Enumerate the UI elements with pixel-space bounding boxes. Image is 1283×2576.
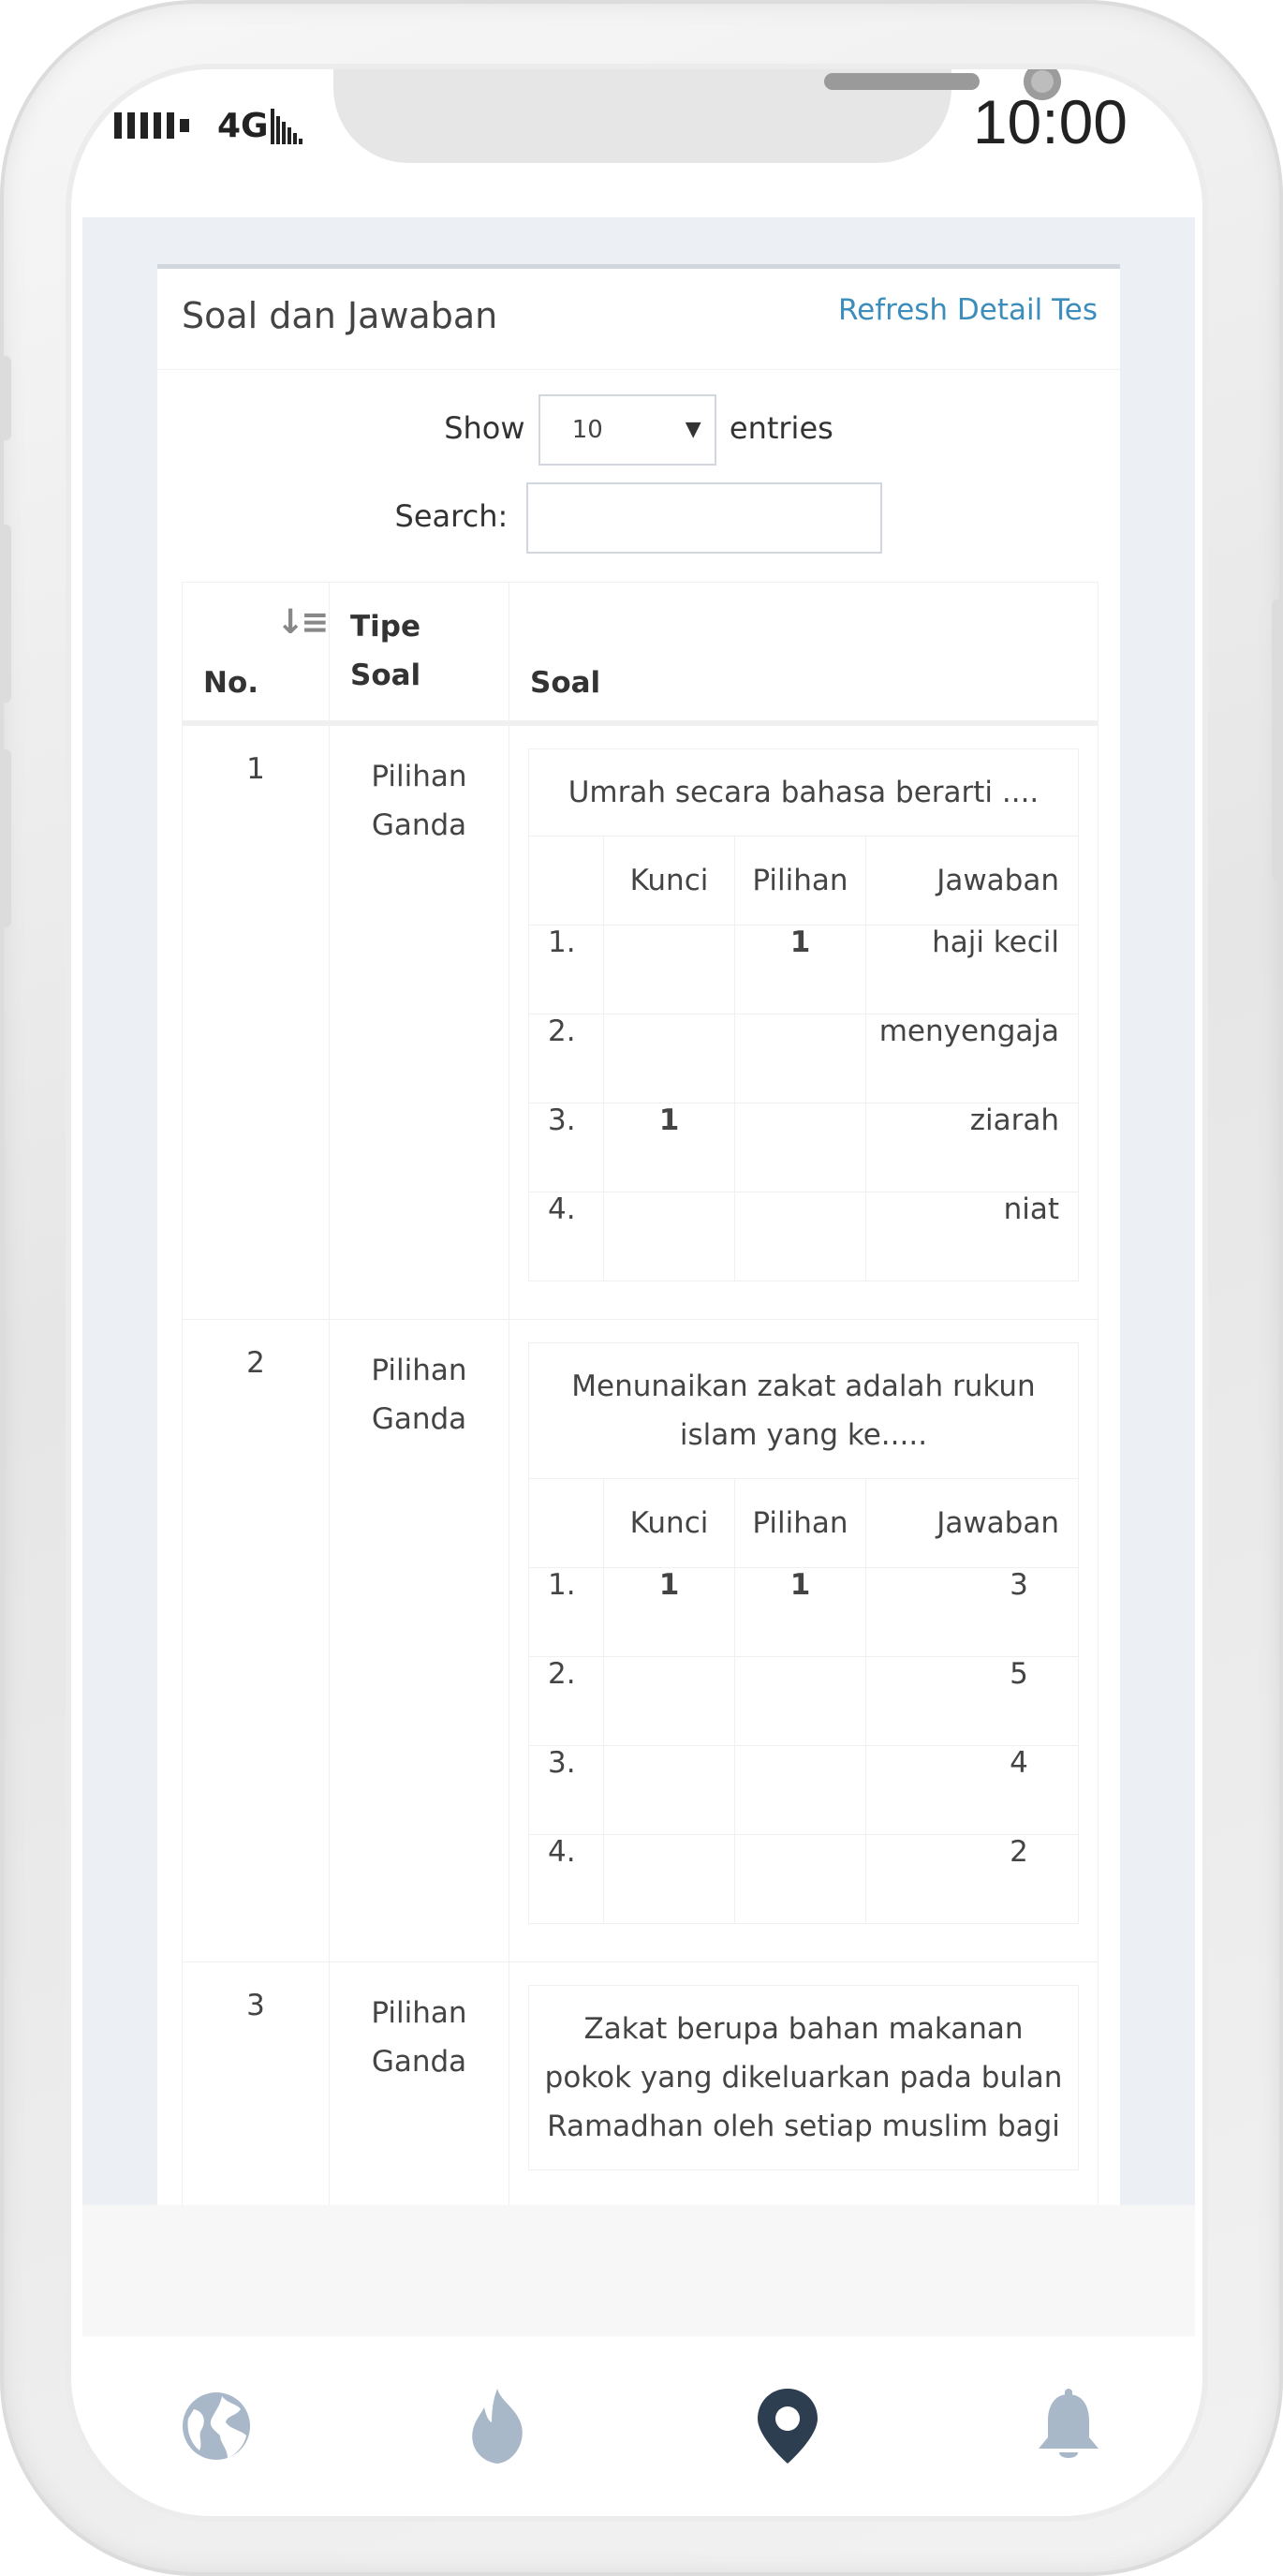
bell-icon (1031, 2387, 1106, 2465)
question-type: Pilihan Ganda (330, 723, 509, 1320)
answer-table (528, 1985, 1079, 2170)
answer-option-row (529, 925, 1079, 1014)
option-kunci: 1 (604, 1567, 735, 1656)
search-label: Search: (394, 498, 509, 534)
nav-notifications[interactable] (1026, 2379, 1111, 2473)
entries-select-value: 10 (571, 416, 603, 444)
show-label: Show (444, 410, 525, 446)
row-number: 1 (183, 723, 330, 1320)
option-number: 1. (529, 925, 604, 1014)
table-row (183, 1319, 1099, 1962)
jawaban-header: Jawaban (866, 1478, 1079, 1567)
option-kunci (604, 1014, 735, 1103)
answer-table (528, 748, 1079, 1281)
option-pilihan (735, 1192, 866, 1281)
pilihan-header: Pilihan (735, 1478, 866, 1567)
network-bars-icon (271, 107, 302, 144)
option-pilihan (735, 1014, 866, 1103)
nav-globe[interactable] (174, 2379, 258, 2473)
question-text: Zakat berupa bahan makanan pokok yang dikeluarkan pada bulan Ramadhan oleh setiap muslim bagi (529, 1985, 1079, 2169)
option-number: 1. (529, 1567, 604, 1656)
answer-option-row (529, 1656, 1079, 1745)
sort-ascending-icon[interactable]: ↓≡ (276, 603, 326, 642)
content-footer (82, 2205, 1195, 2336)
answer-option-row (529, 1745, 1079, 1834)
network-indicator: 4G (217, 107, 302, 145)
question-text: Umrah secara bahasa berarti .... (529, 748, 1079, 836)
answer-header-row (529, 836, 1079, 925)
option-pilihan (735, 1834, 866, 1923)
option-number: 2. (529, 1656, 604, 1745)
option-jawaban: 2 (866, 1834, 1079, 1923)
entries-label: entries (729, 410, 833, 446)
option-pilihan (735, 1656, 866, 1745)
table-row (183, 1962, 1099, 2205)
nav-flame[interactable] (455, 2379, 539, 2473)
kunci-header: Kunci (604, 836, 735, 925)
option-number: 4. (529, 1192, 604, 1281)
status-bar-left (114, 97, 302, 154)
option-kunci: 1 (604, 1103, 735, 1192)
option-kunci (604, 1192, 735, 1281)
question-cell (509, 1319, 1099, 1962)
question-text: Menunaikan zakat adalah rukun islam yang ke..... (529, 1342, 1079, 1478)
refresh-detail-link[interactable]: Refresh Detail Tes (838, 293, 1098, 327)
globe-icon (179, 2389, 254, 2464)
search-control (157, 482, 1120, 554)
caret-down-icon: ▼ (685, 418, 701, 441)
table-header-row (183, 583, 1099, 723)
speaker-grill (824, 73, 980, 90)
entries-select[interactable] (538, 394, 716, 466)
option-jawaban: 5 (866, 1656, 1079, 1745)
side-button (0, 749, 11, 927)
option-kunci (604, 925, 735, 1014)
option-kunci (604, 1745, 735, 1834)
question-type: Pilihan Ganda (330, 1962, 509, 2205)
phone-screen (71, 69, 1202, 2516)
jawaban-header: Jawaban (866, 836, 1079, 925)
option-number: 2. (529, 1014, 604, 1103)
option-pilihan: 1 (735, 925, 866, 1014)
answer-option-row (529, 1834, 1079, 1923)
answer-table (528, 1342, 1079, 1924)
column-header-no[interactable]: ↓≡ No. (183, 583, 330, 723)
question-cell (509, 723, 1099, 1320)
option-jawaban: haji kecil (866, 925, 1079, 1014)
option-jawaban: 4 (866, 1745, 1079, 1834)
column-header-tipe-soal[interactable]: Tipe Soal (330, 583, 509, 723)
kunci-header: Kunci (604, 1478, 735, 1567)
row-number: 3 (183, 1962, 330, 2205)
search-input[interactable] (526, 482, 882, 554)
map-pin-icon (754, 2387, 821, 2465)
column-header-soal[interactable]: Soal (509, 583, 1099, 723)
answer-header-row (529, 1478, 1079, 1567)
option-number: 3. (529, 1103, 604, 1192)
signal-icon (114, 112, 189, 139)
answer-option-row (529, 1103, 1079, 1192)
option-pilihan (735, 1745, 866, 1834)
status-time: 10:00 (972, 87, 1128, 156)
option-kunci (604, 1834, 735, 1923)
side-button (0, 525, 11, 703)
option-pilihan: 1 (735, 1567, 866, 1656)
question-type: Pilihan Ganda (330, 1319, 509, 1962)
flame-icon (460, 2387, 535, 2465)
answer-option-row (529, 1567, 1079, 1656)
answer-option-row (529, 1192, 1079, 1281)
table-row (183, 723, 1099, 1320)
question-cell (509, 1962, 1099, 2205)
panel-header (157, 269, 1120, 370)
option-number: 4. (529, 1834, 604, 1923)
pilihan-header: Pilihan (735, 836, 866, 925)
bottom-navigation (71, 2342, 1202, 2516)
panel-title: Soal dan Jawaban (182, 295, 498, 336)
option-jawaban: 3 (866, 1567, 1079, 1656)
answer-option-row (529, 1014, 1079, 1103)
soal-panel (157, 264, 1120, 2205)
nav-location[interactable] (745, 2379, 830, 2473)
entries-length-control (157, 394, 1120, 466)
questions-table (182, 582, 1099, 2205)
side-button (1272, 600, 1283, 881)
notch (333, 69, 951, 163)
option-jawaban: menyengaja (866, 1014, 1079, 1103)
option-jawaban: ziarah (866, 1103, 1079, 1192)
option-number: 3. (529, 1745, 604, 1834)
option-jawaban: niat (866, 1192, 1079, 1281)
option-pilihan (735, 1103, 866, 1192)
side-button (0, 356, 11, 440)
row-number: 2 (183, 1319, 330, 1962)
content-area[interactable] (82, 217, 1195, 2205)
option-kunci (604, 1656, 735, 1745)
